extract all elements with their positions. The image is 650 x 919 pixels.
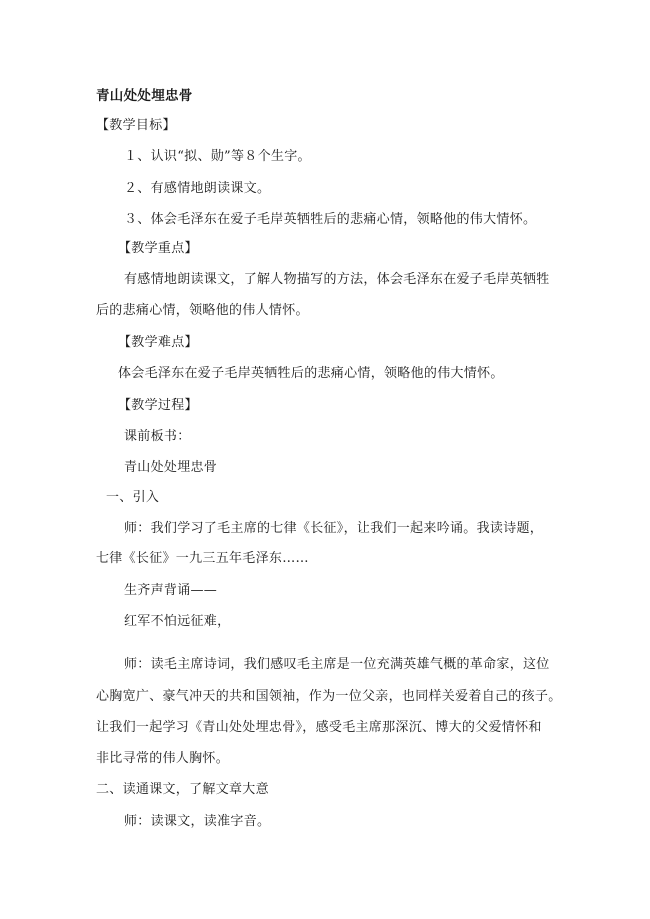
teacher-1-line-1: 师：我们学习了毛主席的七律《长征》，让我们一起来吟诵。我读诗题， xyxy=(124,521,544,536)
step-1-heading: 一、引入 xyxy=(106,490,160,505)
key-points-line-2: 后的悲痛心情，领略他的伟人情怀。 xyxy=(96,303,309,318)
objective-2: ２、有感情地朗读课文。 xyxy=(124,181,271,196)
objectives-heading: 【教学目标】 xyxy=(96,118,176,133)
key-points-heading: 【教学重点】 xyxy=(118,241,198,256)
board-content: 青山处处埋忠骨 xyxy=(124,460,218,475)
teacher-1-line-2: 七律《长征》一九三五年毛泽东…… xyxy=(96,551,309,566)
teacher-2-line-3: 让我们一起学习《青山处处埋忠骨》，感受毛主席那深沉、博大的父爱情怀和 xyxy=(96,720,542,735)
objective-3: ３、体会毛泽东在爱子毛岸英牺牲后的悲痛心情，领略他的伟大情怀。 xyxy=(124,212,537,227)
document-title: 青山处处埋忠骨 xyxy=(96,88,193,104)
poem-line: 红军不怕远征难， xyxy=(124,614,231,629)
process-heading: 【教学过程】 xyxy=(118,398,198,413)
difficulties-heading: 【教学难点】 xyxy=(118,335,198,350)
step-2-heading: 二、读通课文，了解文章大意 xyxy=(96,782,269,797)
key-points-line-1: 有感情地朗读课文，了解人物描写的方法，体会毛泽东在爱子毛岸英牺牲 xyxy=(124,272,550,287)
teacher-2-line-2: 心胸宽广、豪气冲天的共和国领袖，作为一位父亲，也同样关爱着自己的孩子。 xyxy=(96,689,562,704)
objective-1: １、认识“拟、勋”等８个生字。 xyxy=(124,149,311,164)
difficulties-text: 体会毛泽东在爱子毛岸英牺牲后的悲痛心情，领略他的伟大情怀。 xyxy=(118,366,504,381)
teacher-2-line-1: 师：读毛主席诗词，我们感叹毛主席是一位充满英雄气概的革命家，这位 xyxy=(124,657,550,672)
students-recite: 生齐声背诵—— xyxy=(124,583,218,598)
teacher-3: 师：读课文，读准字音。 xyxy=(124,814,271,829)
teacher-2-line-4: 非比寻常的伟人胸怀。 xyxy=(96,751,230,766)
board-label: 课前板书： xyxy=(124,429,191,444)
